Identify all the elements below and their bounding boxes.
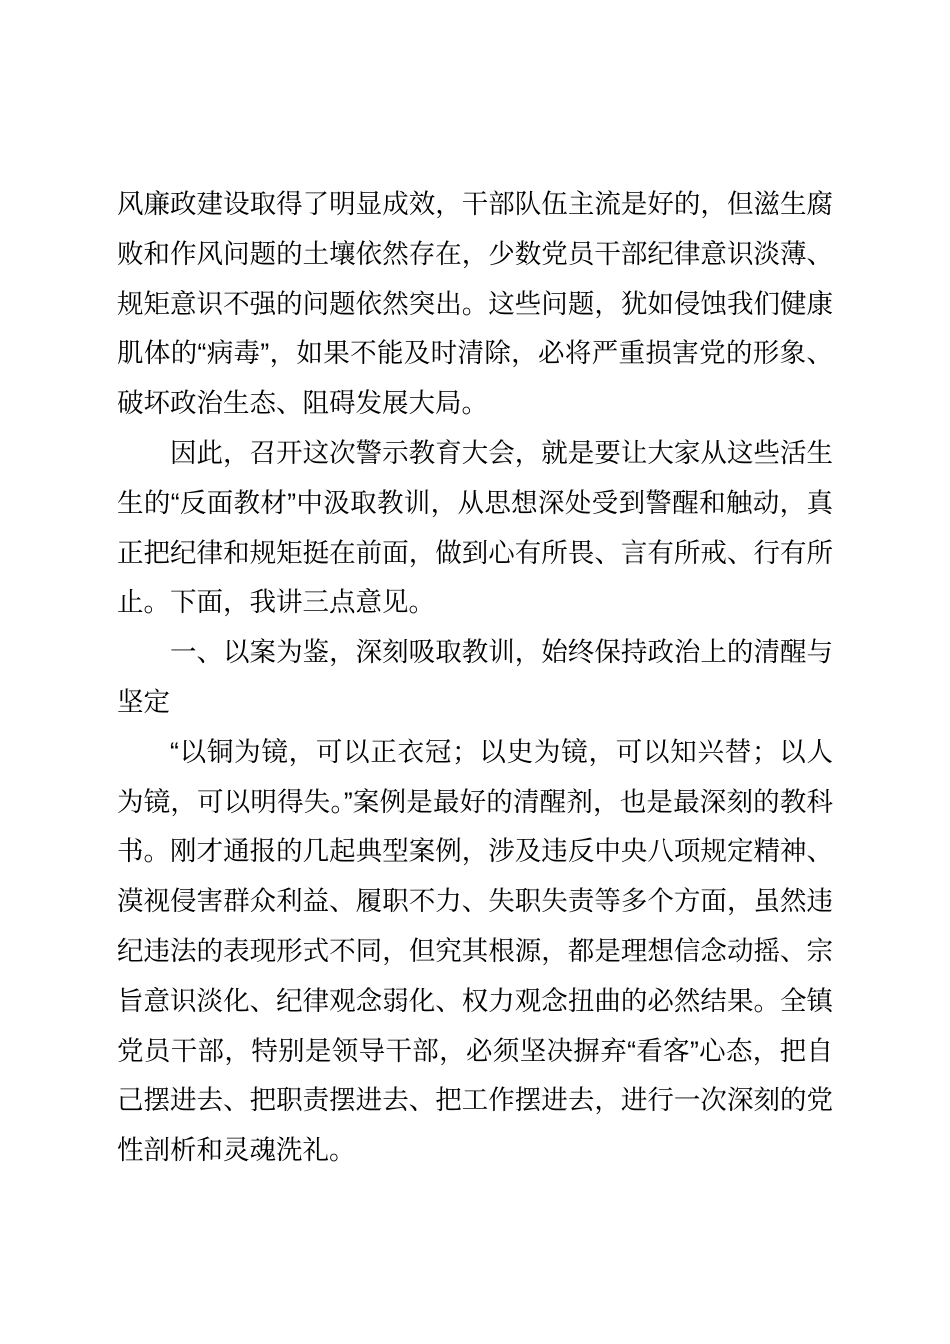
section-heading: 一、以案为鉴，深刻吸取教训，始终保持政治上的清醒与坚定 bbox=[117, 637, 833, 717]
paragraph: “以铜为镜，可以正衣冠；以史为镜，可以知兴替；以人为镜，可以明得失。”案例是最好的清醒剂，也是最深刻的教科书。刚才通报的几起典型案例，涉及违反中央八项规定精神、漠视侵害群众利益、履职不力、失职失责等多个方面，虽然违纪违法的表现形式不同，但究其根源，都是理想信念动摇、宗旨意识淡化、纪律观念弱化、权力观念扭曲的必然结果。全镇党员干部，特别是领导干部，必须坚决摒弃“看客”心态，把自己摆进去、把职责摆进去、把工作摆进去，进行一次深刻的党性剖析和灵魂洗礼。 bbox=[117, 736, 833, 1166]
paragraph: 因此，召开这次警示教育大会，就是要让大家从这些活生生的“反面教材”中汲取教训，从思想深处受到警醒和触动，真正把纪律和规矩挺在前面，做到心有所畏、言有所戒、行有所止。下面，我讲三点意见。 bbox=[117, 437, 833, 618]
paragraph-continuation: 风廉政建设取得了明显成效，干部队伍主流是好的，但滋生腐败和作风问题的土壤依然存在，少数党员干部纪律意识淡薄、规矩意识不强的问题依然突出。这些问题，犹如侵蚀我们健康肌体的“病毒”，如果不能及时清除，必将严重损害党的形象、破坏政治生态、阻碍发展大局。 bbox=[117, 189, 833, 419]
